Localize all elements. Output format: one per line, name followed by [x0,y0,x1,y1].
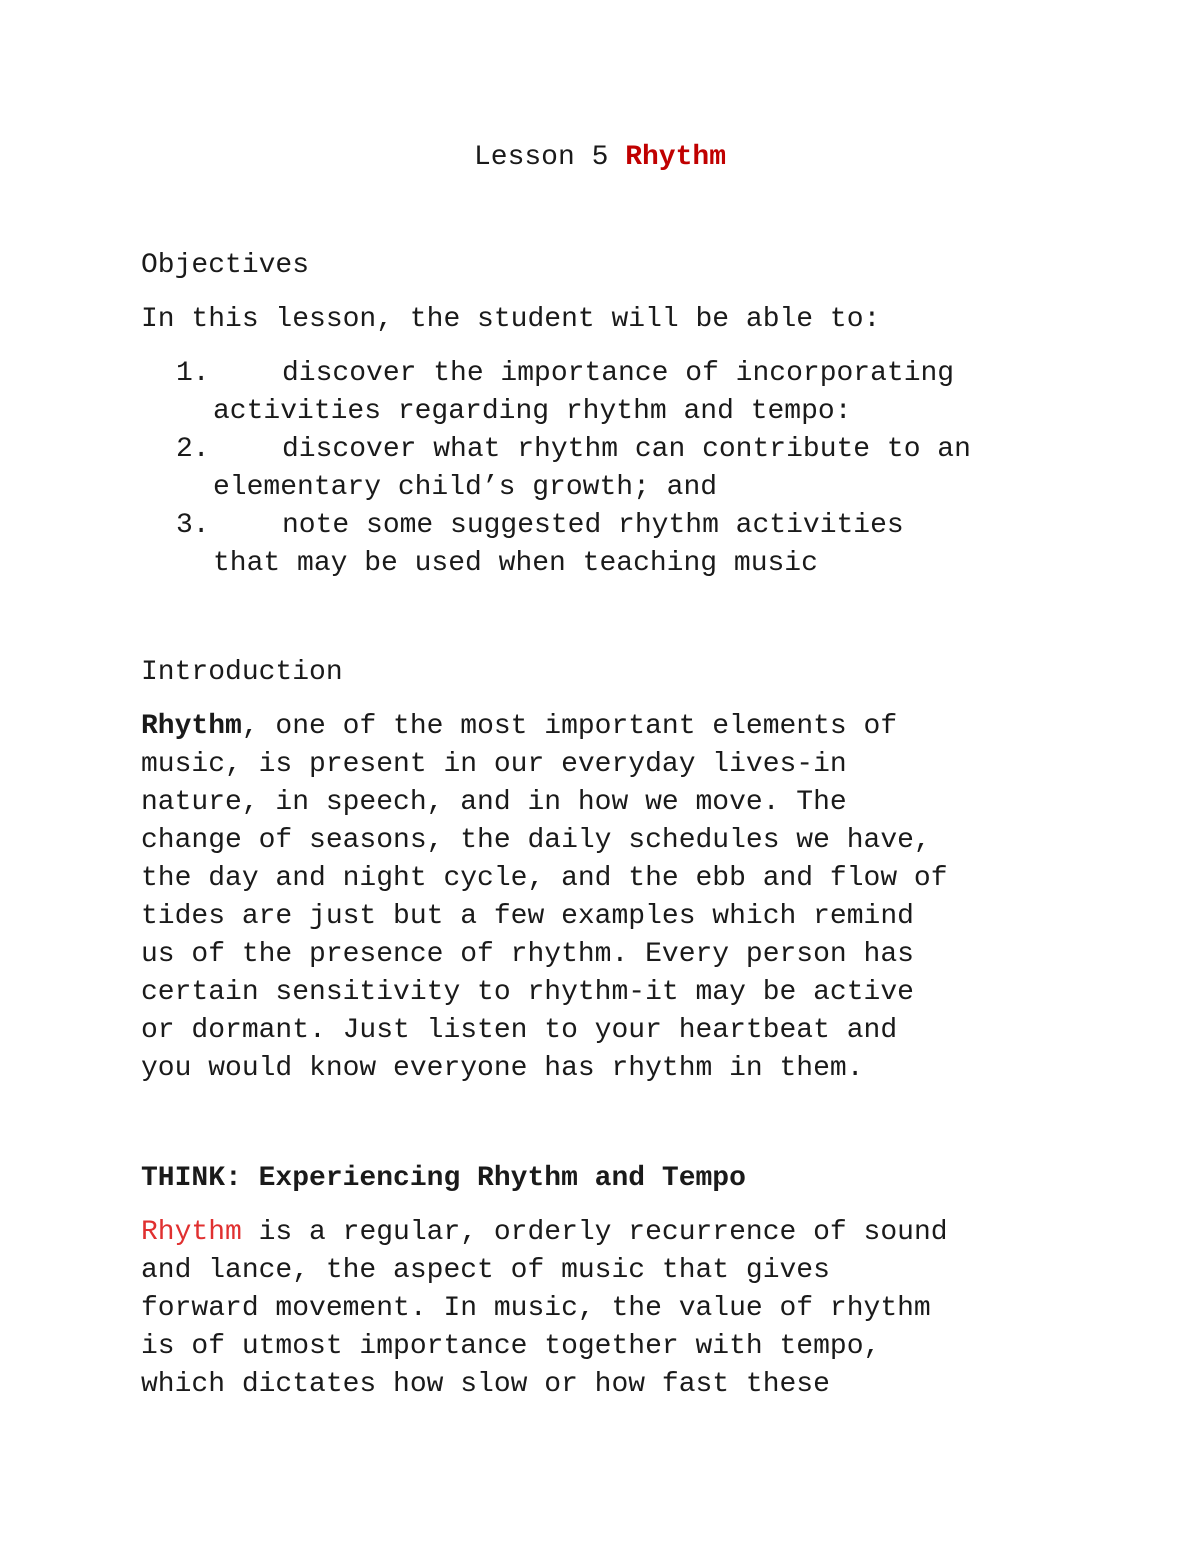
title-highlight: Rhythm [625,142,727,173]
introduction-lead-term: Rhythm [141,711,242,742]
list-item [176,355,1106,431]
paragraph-line: certain sensitivity to rhythm-it may be active [141,977,914,1008]
think-body [141,1214,1101,1404]
list-item-text-cont: that may be used when teaching music [213,548,818,579]
paragraph-line: or dormant. Just listen to your heartbeat and [141,1015,898,1046]
objectives-list [176,355,1106,583]
objectives-section [141,247,1101,285]
list-item-text-cont: elementary child’s growth; and [213,472,718,503]
objectives-intro-block [141,301,1101,339]
paragraph-line: change of seasons, the daily schedules we have, [141,825,931,856]
list-item [176,507,1106,583]
paragraph-line: the day and night cycle, and the ebb and flow of [141,863,948,894]
paragraph-line: is a regular, orderly recurrence of sound [241,1217,948,1248]
paragraph-line: us of the presence of rhythm. Every person has [141,939,914,970]
introduction-heading: Introduction [141,657,343,688]
think-section [141,1160,1101,1198]
paragraph-line: music, is present in our everyday lives-in [141,749,847,780]
list-item-text: discover the importance of incorporating [282,358,955,389]
list-item-text: note some suggested rhythm activities [282,510,904,541]
paragraph-line: , one of the most important elements of [241,711,898,742]
title-prefix: Lesson 5 [473,142,626,173]
list-item-number: 2. [176,434,210,465]
paragraph-line: which dictates how slow or how fast these [141,1369,830,1400]
list-item-text: discover what rhythm can contribute to an [282,434,971,465]
list-item-number: 3. [176,510,210,541]
paragraph-line: you would know everyone has rhythm in them. [141,1053,864,1084]
objectives-intro: In this lesson, the student will be able to: [141,304,881,335]
objectives-heading: Objectives [141,250,310,281]
paragraph-line: and lance, the aspect of music that gives [141,1255,830,1286]
paragraph-line: is of utmost importance together with tempo, [141,1331,881,1362]
introduction-section [141,654,1101,692]
list-item [176,431,1106,507]
think-lead-term: Rhythm [141,1217,242,1248]
page-title [0,138,1200,178]
list-item-number: 1. [176,358,210,389]
paragraph-line: tides are just but a few examples which remind [141,901,914,932]
introduction-body [141,708,1101,1088]
paragraph-line: forward movement. In music, the value of rhythm [141,1293,931,1324]
list-item-text-cont: activities regarding rhythm and tempo: [213,396,852,427]
paragraph-line: nature, in speech, and in how we move. The [141,787,847,818]
think-heading: THINK: Experiencing Rhythm and Tempo [141,1163,746,1194]
